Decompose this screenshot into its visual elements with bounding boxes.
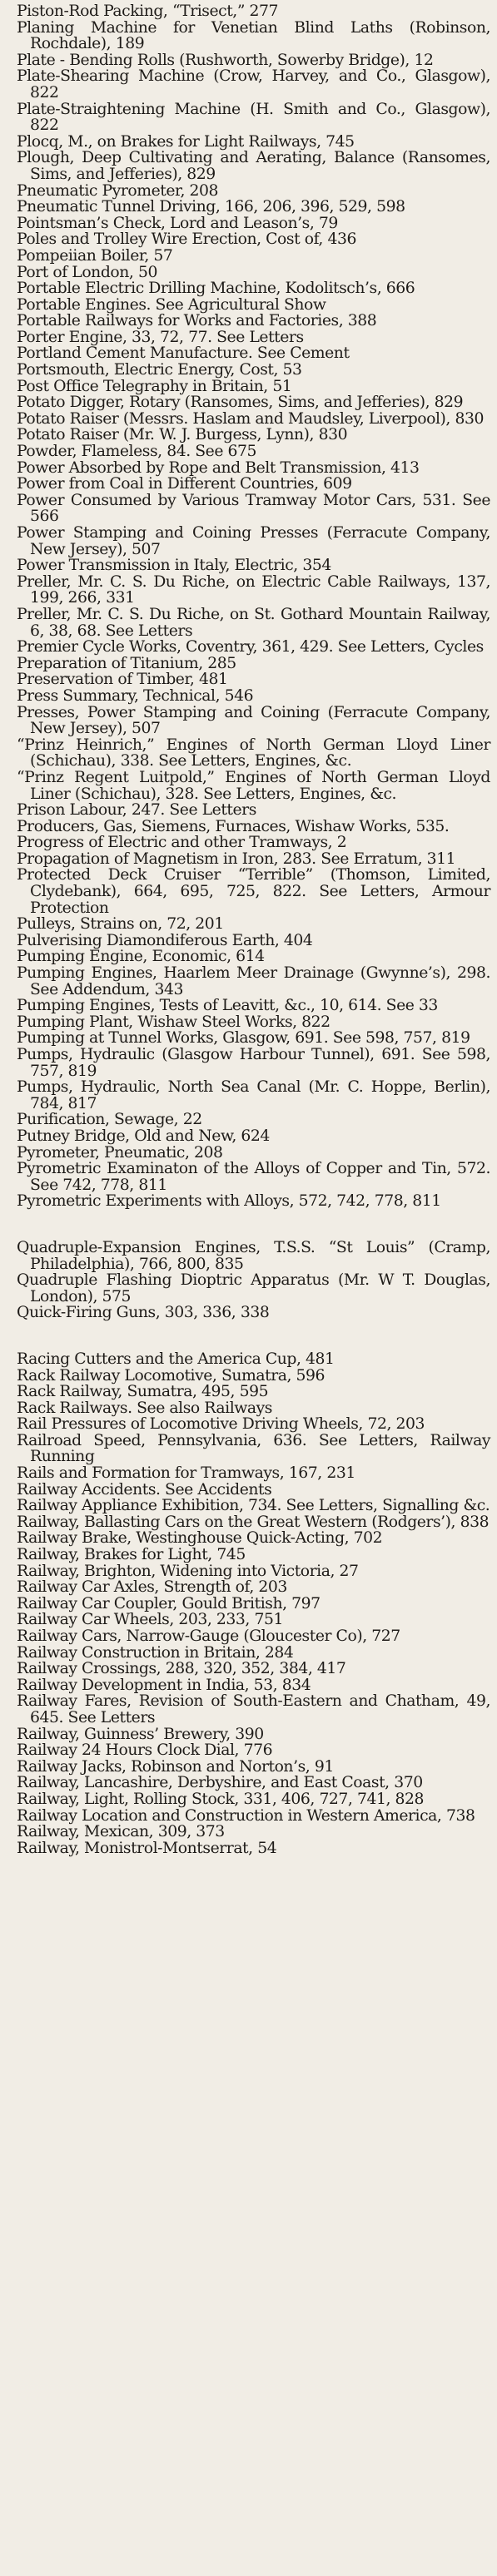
index-entry: Pyrometric Examinaton of the Alloys of Copper and Tin, 572. See 742, 778, 811 xyxy=(17,1160,490,1194)
index-entry: Railway, Brighton, Widening into Victoria, 27 xyxy=(17,1562,359,1580)
index-entry: Pointsman’s Check, Lord and Leason’s, 79 xyxy=(17,214,338,232)
index-entry: Railway Accidents. See Accidents xyxy=(17,1480,272,1499)
index-entry: Railway Car Axles, Strength of, 203 xyxy=(17,1578,287,1597)
index-entry: Post Office Telegraphy in Britain, 51 xyxy=(17,377,292,395)
index-entry: Railway Car Wheels, 203, 233, 751 xyxy=(17,1611,283,1629)
index-entry: Preservation of Timber, 481 xyxy=(17,671,228,689)
index-entry: Pumps, Hydraulic (Glasgow Harbour Tunnel), 691. See 598, 757, 819 xyxy=(17,1046,490,1080)
index-entry: Railway Development in India, 53, 834 xyxy=(17,1676,311,1694)
index-section-r xyxy=(17,1351,490,1856)
index-entry: Rack Railways. See also Railways xyxy=(17,1399,272,1417)
section-divider xyxy=(17,1321,490,1351)
index-entry: Planing Machine for Venetian Blind Laths (Robinson, Rochdale), 189 xyxy=(17,18,490,53)
index-entry: Progress of Electric and other Tramways, 2 xyxy=(17,834,347,852)
index-entry: “Prinz Regent Luitpold,” Engines of North German Lloyd Liner (Schichau), 328. See Letters, Engines, &c. xyxy=(17,768,490,803)
index-entry: Rack Railway, Sumatra, 495, 595 xyxy=(17,1383,269,1401)
index-entry: Railway Construction in Britain, 284 xyxy=(17,1643,294,1662)
index-entry: Poles and Trolley Wire Erection, Cost of, 436 xyxy=(17,230,356,249)
index-entry: Pulleys, Strains on, 72, 201 xyxy=(17,915,224,934)
index-entry: Pumping Engines, Tests of Leavitt, &c., 10, 614. See 33 xyxy=(17,997,438,1015)
index-entry: Purification, Sewage, 22 xyxy=(17,1111,202,1129)
index-entry: Presses, Power Stamping and Coining (Ferracute Company, New Jersey), 507 xyxy=(17,703,490,738)
index-entry: Protected Deck Cruiser “Terrible” (Thomson, Limited, Clydebank), 664, 695, 725, 822. See Letters, Armour Protection xyxy=(17,866,490,917)
index-entry: Power Consumed by Various Tramway Motor Cars, 531. See 566 xyxy=(17,491,490,526)
index-entry: Plate - Bending Rolls (Rushworth, Sowerby Bridge), 12 xyxy=(17,51,434,69)
index-entry: Pompeiian Boiler, 57 xyxy=(17,246,173,265)
index-entry: Quadruple Flashing Dioptric Apparatus (Mr. W T. Douglas, London), 575 xyxy=(17,1271,490,1305)
index-entry: “Prinz Heinrich,” Engines of North German Lloyd Liner (Schichau), 338. See Letters, Engines, &c. xyxy=(17,736,490,770)
index-entry: Pumps, Hydraulic, North Sea Canal (Mr. C. Hoppe, Berlin), 784, 817 xyxy=(17,1078,490,1112)
index-entry: Rack Railway Locomotive, Sumatra, 596 xyxy=(17,1366,326,1385)
index-entry: Railway, Guinness’ Brewery, 390 xyxy=(17,1725,264,1743)
index-entry: Railway Cars, Narrow-Gauge (Gloucester Co), 727 xyxy=(17,1627,400,1645)
index-entry: Railway Appliance Exhibition, 734. See Letters, Signalling &c. xyxy=(17,1497,490,1515)
index-entry: Producers, Gas, Siemens, Furnaces, Wishaw Works, 535. xyxy=(17,817,450,835)
index-entry: Railway 24 Hours Clock Dial, 776 xyxy=(17,1741,273,1760)
index-entry: Putney Bridge, Old and New, 624 xyxy=(17,1127,270,1145)
index-entry: Plate-Shearing Machine (Crow, Harvey, and Co., Glasgow), 822 xyxy=(17,67,490,102)
index-entry: Power from Coal in Different Countries, 609 xyxy=(17,475,352,493)
index-entry: Plocq, M., on Brakes for Light Railways, 745 xyxy=(17,132,355,151)
index-section-q xyxy=(17,1240,490,1321)
index-entry: Pneumatic Pyrometer, 208 xyxy=(17,181,219,200)
index-entry: Plate-Straightening Machine (H. Smith and Co., Glasgow), 822 xyxy=(17,100,490,135)
index-entry: Portable Electric Drilling Machine, Kodolitsch’s, 666 xyxy=(17,280,415,298)
index-entry: Quick-Firing Guns, 303, 336, 338 xyxy=(17,1304,270,1322)
index-entry: Premier Cycle Works, Coventry, 361, 429. See Letters, Cycles xyxy=(17,638,484,656)
index-entry: Potato Raiser (Messrs. Haslam and Maudsley, Liverpool), 830 xyxy=(17,409,484,428)
index-entry: Railway, Monistrol-Montserrat, 54 xyxy=(17,1839,277,1857)
index-entry: Railway, Ballasting Cars on the Great Western (Rodgers’), 838 xyxy=(17,1513,490,1531)
section-divider xyxy=(17,1210,490,1240)
index-entry: Railway Location and Construction in Western America, 738 xyxy=(17,1806,475,1825)
index-entry: Pumping at Tunnel Works, Glasgow, 691. See 598, 757, 819 xyxy=(17,1029,470,1048)
index-entry: Railway Jacks, Robinson and Norton’s, 91 xyxy=(17,1757,334,1776)
index-entry: Potato Digger, Rotary (Ransomes, Sims, and Jefferies), 829 xyxy=(17,394,464,412)
index-entry: Railroad Speed, Pennsylvania, 636. See Letters, Railway Running xyxy=(17,1431,490,1466)
index-entry: Pyrometric Experiments with Alloys, 572, 742, 778, 811 xyxy=(17,1192,441,1211)
index-entry: Preller, Mr. C. S. Du Riche, on Electric Cable Railways, 137, 199, 266, 331 xyxy=(17,572,490,607)
index-entry: Railway, Brakes for Light, 745 xyxy=(17,1546,246,1564)
index-entry: Plough, Deep Cultivating and Aerating, Balance (Ransomes, Sims, and Jefferies), 829 xyxy=(17,149,490,183)
index-entry: Preparation of Titanium, 285 xyxy=(17,654,236,672)
index-entry: Portable Railways for Works and Factories, 388 xyxy=(17,312,377,330)
index-entry: Prison Labour, 247. See Letters xyxy=(17,801,256,820)
index-section-p xyxy=(17,3,490,1210)
index-entry: Railway Brake, Westinghouse Quick-Acting, 702 xyxy=(17,1529,383,1548)
index-entry: Railway Crossings, 288, 320, 352, 384, 417 xyxy=(17,1660,346,1678)
index-entry: Power Stamping and Coining Presses (Ferracute Company, New Jersey), 507 xyxy=(17,524,490,558)
index-entry: Piston-Rod Packing, “Trisect,” 277 xyxy=(17,2,278,20)
index-entry: Railway, Lancashire, Derbyshire, and East Coast, 370 xyxy=(17,1774,423,1792)
index-entry: Pulverising Diamondiferous Earth, 404 xyxy=(17,931,313,949)
index-entry: Port of London, 50 xyxy=(17,263,157,281)
index-entry: Pumping Plant, Wishaw Steel Works, 822 xyxy=(17,1013,331,1031)
index-entry: Portland Cement Manufacture. See Cement xyxy=(17,344,350,363)
index-entry: Rail Pressures of Locomotive Driving Wheels, 72, 203 xyxy=(17,1415,425,1434)
index-entry: Pumping Engines, Haarlem Meer Drainage (Gwynne’s), 298. See Addendum, 343 xyxy=(17,964,490,998)
index-entry: Railway, Mexican, 309, 373 xyxy=(17,1823,225,1841)
index-entry: Preller, Mr. C. S. Du Riche, on St. Gothard Mountain Railway, 6, 38, 68. See Letters xyxy=(17,605,490,640)
index-entry: Rails and Formation for Tramways, 167, 231 xyxy=(17,1464,355,1483)
index-entry: Portsmouth, Electric Energy, Cost, 53 xyxy=(17,361,302,379)
index-entry: Pumping Engine, Economic, 614 xyxy=(17,948,265,966)
index-entry: Railway Car Coupler, Gould British, 797 xyxy=(17,1594,321,1612)
index-entry: Propagation of Magnetism in Iron, 283. See Erratum, 311 xyxy=(17,850,456,868)
index-entry: Quadruple-Expansion Engines, T.S.S. “St Louis” (Cramp, Philadelphia), 766, 800, 835 xyxy=(17,1238,490,1273)
index-entry: Pneumatic Tunnel Driving, 166, 206, 396, 529, 598 xyxy=(17,198,405,216)
index-entry: Press Summary, Technical, 546 xyxy=(17,686,254,705)
index-entry: Racing Cutters and the America Cup, 481 xyxy=(17,1350,335,1368)
index-entry: Porter Engine, 33, 72, 77. See Letters xyxy=(17,328,304,346)
index-entry: Portable Engines. See Agricultural Show xyxy=(17,295,326,314)
index-entry: Railway, Light, Rolling Stock, 331, 406, 727, 741, 828 xyxy=(17,1790,425,1808)
index-entry: Pyrometer, Pneumatic, 208 xyxy=(17,1143,223,1162)
index-entry: Railway Fares, Revision of South-Eastern and Chatham, 49, 645. See Letters xyxy=(17,1692,490,1726)
index-entry: Potato Raiser (Mr. W. J. Burgess, Lynn), 830 xyxy=(17,426,348,444)
index-entry: Power Absorbed by Rope and Belt Transmission, 413 xyxy=(17,458,420,477)
index-entry: Power Transmission in Italy, Electric, 354 xyxy=(17,557,331,575)
index-entry: Powder, Flameless, 84. See 675 xyxy=(17,443,256,461)
